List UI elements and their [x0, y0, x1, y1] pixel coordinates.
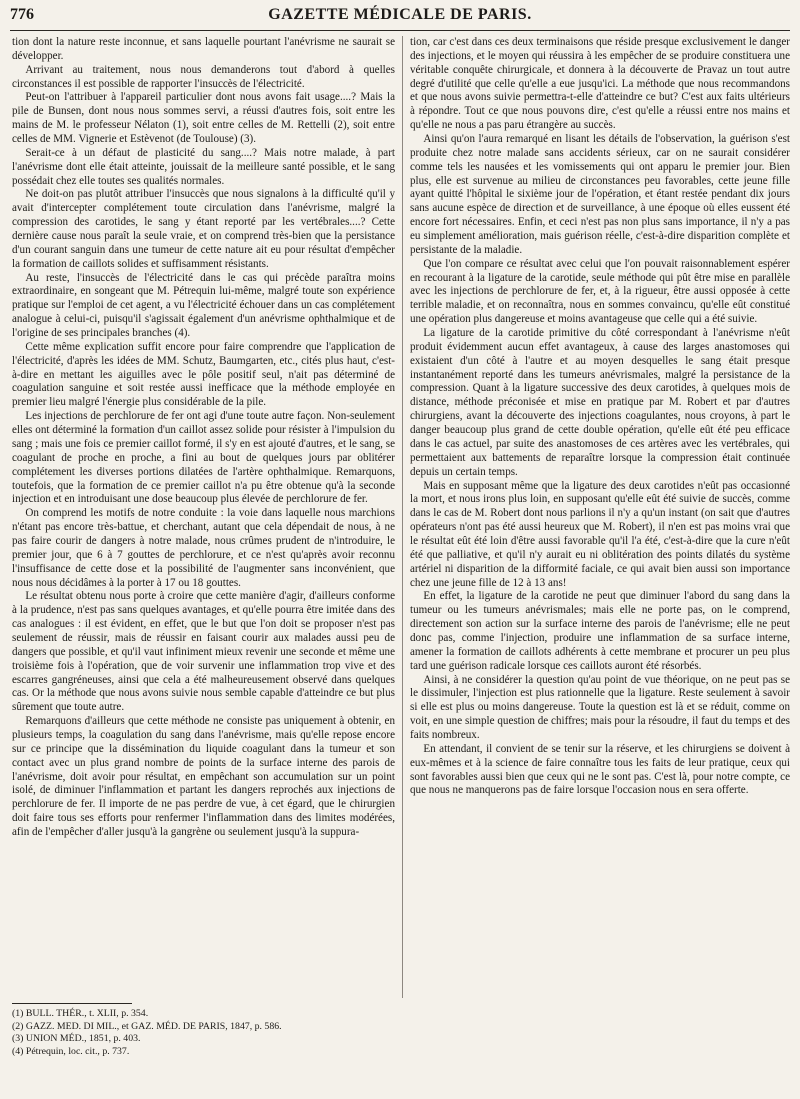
- paragraph: Au reste, l'insuccès de l'électricité dans le cas qui précède paraîtra moins extraordinaire, en songeant que M. Pétrequin lui-même, malgré toute son expérience pratique sur l'emploi de cet agent, a vu l'électricité échouer dans un cas complétement analogue à celui-ci, puisqu'il s'agissait également d'un anévrisme ophthalmique et de l'origine de ses principales branches (4).: [12, 271, 395, 340]
- paragraph: On comprend les motifs de notre conduite : la voie dans laquelle nous marchions n'étant pas encore très-battue, et cherchant, autant que cela dépendait de nous, à ne pas faire courir de dangers à notre malade, nous crûmes prudent de n'introduire, le premier jour, que 6 à 7 gouttes de perchlorure, et ce n'est qu'après avoir reconnu l'insuffisance de cette dose et la possibilité de l'augmenter sans inconvénient, que nous nous décidâmes à la porter à 17 ou 18 gouttes.: [12, 507, 395, 589]
- paragraph: Remarquons d'ailleurs que cette méthode ne consiste pas uniquement à obtenir, en plusieurs temps, la coagulation du sang dans l'anévrisme, mais qu'elle repose encore sur ce principe que la dissémination du liquide coagulant dans la tumeur et son contact avec un plus grand nombre de points de la surface interne des parois de l'anévrisme, doit avoir pour résultat, en empêchant son accumulation sur un point isolé, de diminuer l'inflammation et partant les dangers reprochés aux injections de perchlorure de fer. Il importe de ne pas perdre de vue, à cet égard, que le chirurgien doit faire tous ses efforts pour renfermer l'inflammation dans des limites modérées, afin de l'empêcher d'aller jusqu'à la gangrène ou seulement jusqu'à la suppura-: [12, 715, 395, 838]
- paragraph: En effet, la ligature de la carotide ne peut que diminuer l'abord du sang dans la tumeur ou les tumeurs anévrismales; mais elle ne porte pas, on le comprend, directement son action sur la surface interne des parois de l'anévrisme; elle ne peut donc pas, comme l'injection, produire une inflammation de sa surface interne, amener la formation de caillots adhérents à cette membrane et procurer un peu plus tard une guérison radicale lorsque ces caillots auront été résorbés.: [410, 590, 790, 672]
- footnote: (2) GAZZ. MED. DI MIL., et GAZ. MÉD. DE PARIS, 1847, p. 586.: [12, 1020, 282, 1032]
- paragraph: tion dont la nature reste inconnue, et sans laquelle pourtant l'anévrisme ne saurait se développer.: [12, 36, 395, 62]
- running-header: [10, 4, 790, 31]
- paragraph: Peut-on l'attribuer à l'appareil particulier dont nous avons fait usage....? Mais la pile de Bunsen, dont nous nous sommes servi, a réussi d'autres fois, soit entre les mains de M. le professeur Nélaton (1), soit entre celles de M. Rettelli (2), soit entre celles de MM. Vignerie et Estèvenot (de Toulouse) (3).: [12, 91, 395, 146]
- paragraph: Que l'on compare ce résultat avec celui que l'on pouvait raisonnablement espérer en recourant à la ligature de la carotide, seule méthode qui pût être mise en parallèle avec les injections de perchlorure de fer, et, à la rigueur, être aussi opposée à cette terrible maladie, et on reconnaîtra, nous en sommes convaincu, qu'elle eût constitué une opération plus dangereuse et moins avantageuse que celle qui a été suivie.: [410, 257, 790, 326]
- footnotes: [12, 1008, 395, 1059]
- page-number: 776: [10, 6, 34, 23]
- paragraph: Mais en supposant même que la ligature des deux carotides n'eût pas occasionné la mort, et nous irons plus loin, en supposant qu'elle eût été suivie de succès, comme dans le cas de M. Robert dont nous parlions il n'y a qu'un instant (on sait que d'autres opérateurs n'ont pas été aussi heureux que M. Robert), il n'en est pas moins vrai que le résultat eût été loin d'être aussi favorable qu'il l'a été, c'est-à-dire que la cure n'eût été que palliative, et qu'il n'y aurait eu ni oblitération des points dilatés du système artériel ni disparition de la difformité faciale, ce qui avait bien aussi son importance chez une jeune fille de 12 à 13 ans!: [410, 479, 790, 589]
- footnote: (4) Pétrequin, loc. cit., p. 737.: [12, 1046, 130, 1058]
- paragraph: Ainsi, à ne considérer la question qu'au point de vue théorique, on ne peut pas se le dissimuler, l'injection est plus rationnelle que la ligature. Reste seulement à savoir si elle est plus ou moins dangereuse. Toute la question est là et se réduit, comme on voit, en une simple question de chiffres; mais pour la résoudre, il faut du temps et des faits nombreux.: [410, 673, 790, 741]
- paragraph: Cette même explication suffit encore pour faire comprendre que l'application de l'électricité, d'après les idées de MM. Schutz, Baumgarten, etc., cités plus haut, c'est-à-dire en mettant les aiguilles avec le pôle positif seul, n'ait pas déterminé de coagulation sanguine et soit restée aussi inefficace que la méthode employée en premier lieu malgré l'énergie plus considérable de la pile.: [12, 340, 395, 409]
- footnote: (3) UNION MÉD., 1851, p. 403.: [12, 1033, 141, 1045]
- paragraph: Ainsi qu'on l'aura remarqué en lisant les détails de l'observation, la guérison s'est produite chez notre malade sans accidents sérieux, car on ne saurait considérer comme tels les nausées et les vomissements qui ont apparu le premier jour. Bien plus, elle est survenue au milieu de circonstances peu favorables, cette jeune fille ayant quitté l'hôpital le sixième jour de l'opération, et étant restée pendant dix jours sans aucune espèce de direction et de surveillance, à une époque où elles eussent été encore fort nécessaires. Enfin, et ceci n'est pas non plus sans importance, il n'y a pas eu simplement amélioration, mais guérison réelle, c'est-à-dire disparition complète et persistante de la maladie.: [410, 133, 790, 256]
- footnote-divider: [12, 1003, 132, 1004]
- paragraph: Le résultat obtenu nous porte à croire que cette manière d'agir, d'ailleurs conforme à la prudence, n'est pas sans quelques avantages, et qu'elle pourra être imitée dans des cas analogues : il est évident, en effet, que le but que l'on doit se proposer n'est pas seulement de réussir, mais de réussir en faisant courir aux malades aussi peu de dangers que possible, et qu'il vaut infiniment mieux revenir une seconde et même une troisième fois à l'opération, que de voir survenir une inflammation trop vive et des escarres gangréneuses, ainsi que cela a été malheureusement observé dans quelques cas. Or la méthode que nous avons suivie nous semble capable d'atteindre ce but plus sûrement que toute autre.: [12, 590, 395, 714]
- paragraph: En attendant, il convient de se tenir sur la réserve, et les chirurgiens se doivent à eux-mêmes et à la science de faire connaître tous les faits de leur pratique, ceux qui sont favorables aussi bien que ceux qui ne le sont pas. C'est là, pour notre compte, ce que nous ne manquerons pas de faire lorsque l'occasion nous en sera offerte.: [410, 742, 790, 797]
- paragraph: tion, car c'est dans ces deux terminaisons que réside presque exclusivement le danger des injections, et le moyen qui réussira à les empêcher de se produire constituera une véritable conquête chirurgicale, et donnera à la découverte de Pravaz un tout autre degré d'utilité que celle qu'elle a eue jusqu'ici. La méthode que nous recommandons et que nous avons suivie permettra-t-elle d'atteindre ce but? C'est aux faits ultérieurs à répondre. Tout ce que nous pouvons dire, c'est qu'elle a réussi entre nos mains et qu'elle ne nous a pas paru étrangère au succès.: [410, 36, 790, 132]
- paragraph: La ligature de la carotide primitive du côté correspondant à l'anévrisme n'eût produit évidemment aucun effet avantageux, à cause des larges anastomoses qui existaient d'un côté à l'autre et au moyen desquelles le sang était presque instantanément reporté dans les tumeurs anévrismales, malgré la persistance de la compression. Quant à la ligature successive des deux carotides, à quelques mois de distance, méthode préconisée et mise en pratique par M. Robert et par d'autres chirurgiens, avant la découverte des injections coagulantes, nous croyons, à part le danger beaucoup plus grand de cette double opération, qu'elle eût été peu efficace dans le cas actuel, par suite des anastomoses de ces artères avec les vertébrales, qui permettaient aux battements de reparaître lorsque la compression était continuée depuis un certain temps.: [410, 327, 790, 478]
- left-column: [12, 36, 395, 998]
- paragraph: Ne doit-on pas plutôt attribuer l'insuccès que nous signalons à la difficulté qu'il y avait d'intercepter complétement toute circulation dans l'anévrisme, malgré la compression des carotides, le sang y étant reporté par les vertébrales....? Cette dernière cause nous paraît la seule vraie, et on comprend très-bien que la persistance d'un courant sanguin dans une tumeur de cette nature ait eu pour résultat d'empêcher la formation de caillots solides et suffisamment résistants.: [12, 188, 395, 270]
- footnote: (1) BULL. THÉR., t. XLII, p. 354.: [12, 1008, 149, 1019]
- right-column: [410, 36, 790, 998]
- paragraph: Serait-ce à un défaut de plasticité du sang....? Mais notre malade, à part l'anévrisme dont elle était atteinte, jouissait de la meilleure santé possible, et le sang possédait chez elle toutes ses qualités normales.: [12, 146, 395, 187]
- paragraph: Arrivant au traitement, nous nous demanderons tout d'abord à quelles circonstances il est possible de rapporter l'insuccès de l'électricité.: [12, 63, 395, 90]
- paragraph: Les injections de perchlorure de fer ont agi d'une toute autre façon. Non-seulement elles ont déterminé la formation d'un caillot assez solide pour résister à l'impulsion du sang ; mais une fois ce premier caillot formé, il s'y en est ajouté d'autres, et le sang, se coagulant de proche en proche, a fini au bout de quelques jours par oblitérer complétement les diverses portions dilatées de l'artère ophthalmique. Remarquons, toutefois, que la formation de ce premier caillot n'a pu être obtenue qu'à la seconde injection et en introduisant une dose beaucoup plus élevée de perchlorure de fer.: [12, 410, 395, 506]
- column-divider: [402, 36, 403, 998]
- journal-title: GAZETTE MÉDICALE DE PARIS.: [268, 6, 532, 23]
